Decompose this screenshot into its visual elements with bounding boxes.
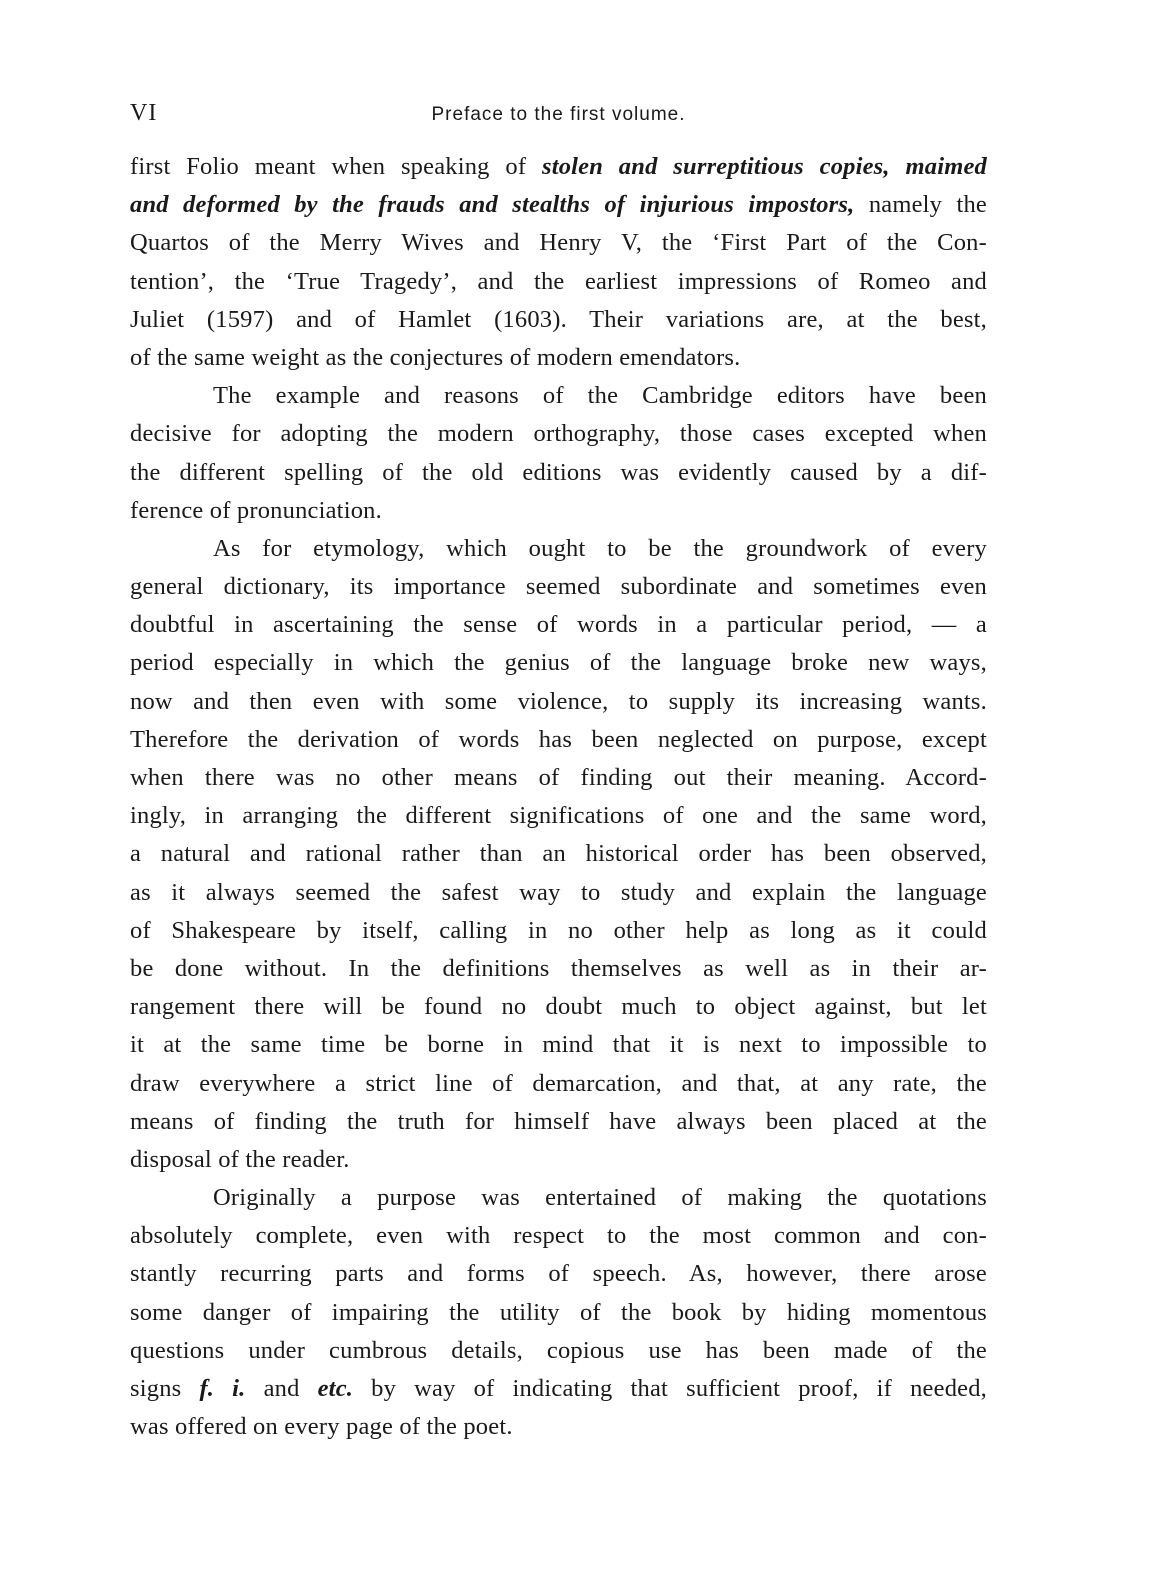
text-run: be done without. In the definitions themselves as well as in their ar-: [130, 954, 987, 982]
text-run: was offered on every page of the poet.: [130, 1413, 513, 1441]
text-run: doubtful in ascertaining the sense of words in a particular period, — a: [130, 611, 987, 639]
text-run: tention’, the ‘True Tragedy’, and the earliest impressions of Romeo and: [130, 267, 987, 295]
text-run: Juliet (1597) and of Hamlet (1603). Their variations are, at the best,: [130, 305, 987, 333]
text-run: disposal of the reader.: [130, 1145, 350, 1173]
text-line: [130, 1179, 987, 1217]
text-run: period especially in which the genius of the language broke new ways,: [130, 649, 987, 677]
text-line: [130, 377, 987, 415]
text-line: [130, 988, 987, 1026]
text-run: of Shakespeare by itself, calling in no other help as long as it could: [130, 916, 987, 944]
text-line: [130, 874, 987, 912]
text-line: [130, 224, 987, 262]
text-run: As for etymology, which ought to be the groundwork of every: [213, 534, 987, 562]
page-number: VI: [130, 100, 158, 126]
text-line: [130, 301, 987, 339]
text-line: [130, 263, 987, 301]
text-line: [130, 683, 987, 721]
text-line: [130, 492, 987, 530]
text-run: The example and reasons of the Cambridge editors have been: [213, 382, 987, 410]
text-run: ingly, in arranging the different significations of one and the same word,: [130, 802, 987, 830]
text-line: [130, 568, 987, 606]
text-line: [130, 797, 987, 835]
text-line: [130, 1255, 987, 1293]
text-run: ference of pronunciation.: [130, 496, 382, 524]
text-run: stantly recurring parts and forms of speech. As, however, there arose: [130, 1260, 987, 1288]
text-line: [130, 759, 987, 797]
text-line: [130, 912, 987, 950]
text-run: it at the same time be borne in mind that it is next to impossible to: [130, 1031, 987, 1059]
paragraph: [130, 1179, 987, 1446]
paragraph: [130, 148, 987, 377]
text-line: [130, 530, 987, 568]
text-run: Originally a purpose was entertained of making the quotations: [213, 1184, 987, 1212]
text-run: and: [245, 1375, 318, 1402]
text-line: [130, 606, 987, 644]
text-run: means of finding the truth for himself have always been placed at the: [130, 1107, 987, 1135]
text-line: [130, 148, 987, 186]
text-run: some danger of impairing the utility of the book by hiding momentous: [130, 1298, 987, 1326]
page-header: [130, 100, 987, 140]
text-run: Therefore the derivation of words has been neglected on purpose, except: [130, 725, 987, 753]
text-run: general dictionary, its importance seemed subordinate and sometimes even: [130, 573, 987, 601]
text-line: [130, 1332, 987, 1370]
text-run: when there was no other means of finding out their meaning. Accord-: [130, 764, 987, 791]
text-run: Quartos of the Merry Wives and Henry V, the ‘First Part of the Con-: [130, 229, 987, 257]
text-run: rangement there will be found no doubt much to object against, but let: [130, 993, 987, 1021]
text-line: [130, 950, 987, 988]
text-line: [130, 1294, 987, 1332]
text-run: signs: [130, 1375, 200, 1402]
text-line: [130, 339, 987, 377]
text-run: absolutely complete, even with respect to the most common and con-: [130, 1222, 987, 1250]
text-line: [130, 1370, 987, 1408]
text-run: by way of indicating that sufficient proof, if needed,: [353, 1375, 987, 1402]
text-line: [130, 1026, 987, 1064]
text-run: namely the: [854, 191, 987, 219]
text-run: a natural and rational rather than an historical order has been observed,: [130, 840, 987, 868]
body-text: [130, 148, 987, 1446]
text-line: [130, 1103, 987, 1141]
text-run: as it always seemed the safest way to study and explain the language: [130, 878, 987, 906]
running-title: Preface to the first volume.: [431, 104, 686, 125]
italic-text: etc.: [317, 1375, 354, 1402]
text-line: [130, 1217, 987, 1255]
text-run: of the same weight as the conjectures of modern emendators.: [130, 343, 741, 371]
text-run: questions under cumbrous details, copious use has been made of the: [130, 1336, 987, 1364]
text-run: now and then even with some violence, to supply its increasing wants.: [130, 687, 987, 715]
text-line: [130, 721, 987, 759]
paragraph: [130, 377, 987, 530]
text-run: first Folio meant when speaking of: [130, 153, 542, 180]
italic-text: f. i.: [199, 1375, 246, 1402]
italic-text: stolen and surreptitious copies, maimed: [541, 153, 987, 180]
text-line: [130, 1141, 987, 1179]
italic-text: and deformed by the frauds and stealths of injurious impostors,: [130, 191, 855, 219]
text-line: [130, 415, 987, 453]
text-run: the different spelling of the old editions was evidently caused by a dif-: [130, 458, 987, 486]
text-line: [130, 454, 987, 492]
text-line: [130, 1408, 987, 1446]
text-line: [130, 1065, 987, 1103]
text-run: decisive for adopting the modern orthography, those cases excepted when: [130, 420, 987, 448]
text-line: [130, 835, 987, 873]
paragraph: [130, 530, 987, 1179]
text-line: [130, 644, 987, 682]
text-run: draw everywhere a strict line of demarcation, and that, at any rate, the: [130, 1069, 987, 1097]
text-line: [130, 186, 987, 224]
